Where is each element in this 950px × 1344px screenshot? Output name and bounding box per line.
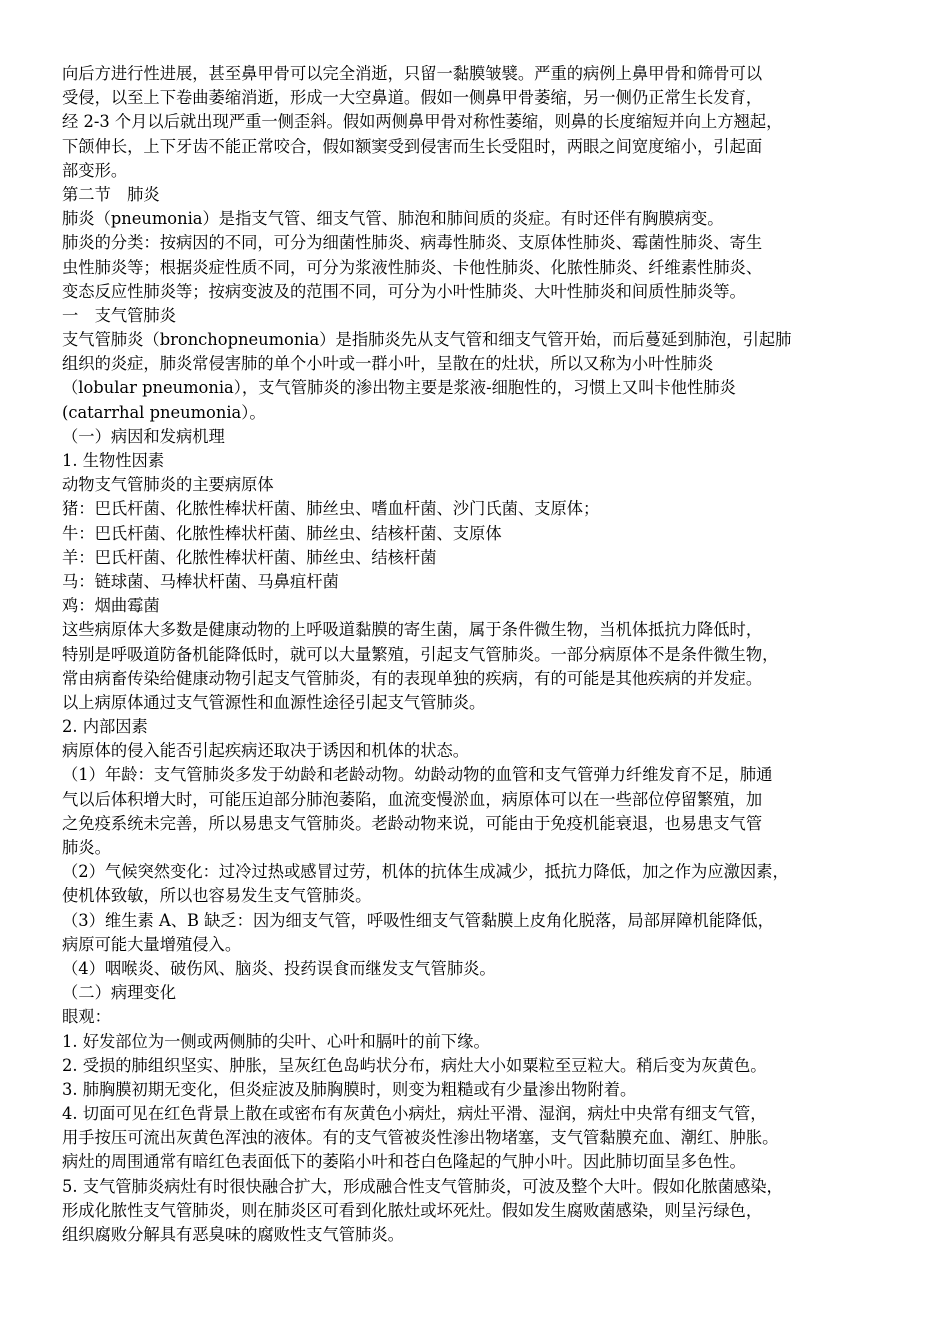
text-line: （1）年龄：支气管肺炎多发于幼龄和老龄动物。幼龄动物的血管和支气管弹力纤维发育不足，肺通 (62, 765, 773, 785)
text-line: 这些病原体大多数是健康动物的上呼吸道黏膜的寄生菌，属于条件微生物，当机体抵抗力降低时， (62, 620, 763, 640)
text-line: 肺炎（pneumonia）是指支气管、细支气管、肺泡和肺间质的炎症。有时还伴有胸膜病变。 (62, 209, 724, 229)
text-line: 用手按压可流出灰黄色浑浊的液体。有的支气管被炎性渗出物堵塞，支气管黏膜充血、潮红、肿胀。 (62, 1128, 779, 1148)
text-line: 虫性肺炎等；根据炎症性质不同，可分为浆液性肺炎、卡他性肺炎、化脓性肺炎、纤维素性肺炎、 (62, 257, 763, 277)
text-line: 1. 生物性因素 (62, 451, 165, 470)
text-line: （二）病理变化 (62, 983, 176, 1003)
text-line: 以上病原体通过支气管源性和血源性途径引起支气管肺炎。 (62, 692, 486, 712)
text-line: 马：链球菌、马棒状杆菌、马鼻疽杆菌 (62, 571, 339, 591)
text-line: 病原体的侵入能否引起疾病还取决于诱因和机体的状态。 (62, 741, 470, 761)
text-line: 之免疫系统未完善，所以易患支气管肺炎。老龄动物来说，可能由于免疫机能衰退，也易患支气管 (62, 813, 763, 833)
text-line: 眼观： (62, 1007, 111, 1027)
text-line: 组织腐败分解具有恶臭味的腐败性支气管肺炎。 (62, 1225, 404, 1244)
text-line: 第二节 肺炎 (62, 184, 160, 204)
text-line: 动物支气管肺炎的主要病原体 (62, 475, 274, 495)
text-line: 形成化脓性支气管肺炎，则在肺炎区可看到化脓灶或坏死灶。假如发生腐败菌感染，则呈污绿色， (62, 1200, 763, 1220)
text-line: 鸡：烟曲霉菌 (62, 596, 160, 616)
text-line: 1. 好发部位为一侧或两侧肺的尖叶、心叶和膈叶的前下缘。 (62, 1031, 490, 1051)
text-line: （一）病因和发病机理 (62, 426, 225, 446)
text-line: 猪：巴氏杆菌、化脓性棒状杆菌、肺丝虫、嗜血杆菌、沙门氏菌、支原体； (62, 499, 600, 519)
text-line: 变态反应性肺炎等；按病变波及的范围不同，可分为小叶性肺炎、大叶性肺炎和间质性肺炎等。 (62, 281, 746, 301)
text-line: 2. 受损的肺组织坚实、肿胀，呈灰红色岛屿状分布，病灶大小如粟粒至豆粒大。稍后变为灰黄色。 (62, 1055, 767, 1075)
text-line: （4）咽喉炎、破伤风、脑炎、投药误食而继发支气管肺炎。 (62, 958, 496, 978)
text-line: 受侵，以至上下卷曲萎缩消逝，形成一大空鼻道。假如一侧鼻甲骨萎缩，另一侧仍正常生长发育， (62, 88, 763, 108)
text-line: 组织的炎症，肺炎常侵害肺的单个小叶或一群小叶，呈散在的灶状，所以又称为小叶性肺炎 (62, 354, 714, 374)
text-line: 羊：巴氏杆菌、化脓性棒状杆菌、肺丝虫、结核杆菌 (62, 547, 437, 567)
text-line: 2. 内部因素 (62, 717, 148, 737)
text-line: 下颌伸长，上下牙齿不能正常咬合，假如额窦受到侵害而生长受阻时，两眼之间宽度缩小，引起面 (62, 136, 763, 156)
text-line: 气以后体积增大时，可能压迫部分肺泡萎陷，血流变慢淤血，病原体可以在一些部位停留繁殖，加 (62, 789, 763, 809)
text-line: 支气管肺炎（bronchopneumonia）是指肺炎先从支气管和细支气管开始，而后蔓延到肺泡，引起肺 (62, 330, 792, 350)
text-line: （2）气候突然变化：过冷过热或感冒过劳，机体的抗体生成减少，抵抗力降低，加之作为应激因素， (62, 862, 789, 882)
text-line: 常由病畜传染给健康动物引起支气管肺炎，有的表现单独的疾病，有的可能是其他疾病的并发症。 (62, 668, 763, 688)
text-line: 牛：巴氏杆菌、化脓性棒状杆菌、肺丝虫、结核杆菌、支原体 (62, 523, 502, 543)
text-line: （3）维生素 A、B 缺乏：因为细支气管，呼吸性细支气管黏膜上皮角化脱落，局部屏障机能降低， (62, 910, 774, 930)
text-line: 3. 肺胸膜初期无变化，但炎症波及肺胸膜时，则变为粗糙或有少量渗出物附着。 (62, 1079, 637, 1099)
text-line: 肺炎的分类：按病因的不同，可分为细菌性肺炎、病毒性肺炎、支原体性肺炎、霉菌性肺炎、寄生 (62, 233, 763, 253)
text-line: 向后方进行性进展，甚至鼻甲骨可以完全消逝，只留一黏膜皱襞。严重的病例上鼻甲骨和筛骨可以 (62, 64, 763, 83)
text-line: 经 2-3 个月以后就出现严重一侧歪斜。假如两侧鼻甲骨对称性萎缩，则鼻的长度缩短并向上方翘起， (62, 112, 783, 132)
text-line: 部变形。 (62, 160, 128, 180)
text-line: 5. 支气管肺炎病灶有时很快融合扩大，形成融合性支气管肺炎，可波及整个大叶。假如化脓菌感染， (62, 1176, 783, 1196)
text-line: 病原可能大量增殖侵入。 (62, 934, 242, 954)
text-line: 肺炎。 (62, 838, 111, 857)
text-line: （lobular pneumonia），支气管肺炎的渗出物主要是浆液-细胞性的，习惯上又叫卡他性肺炎 (62, 378, 736, 398)
text-line: 使机体致敏，所以也容易发生支气管肺炎。 (62, 886, 372, 906)
text-line: 一 支气管肺炎 (62, 305, 176, 325)
text-line: 病灶的周围通常有暗红色表面低下的萎陷小叶和苍白色隆起的气肿小叶。因此肺切面呈多色性。 (62, 1152, 746, 1172)
document-page (62, 62, 888, 1247)
text-line: 4. 切面可见在红色背景上散在或密布有灰黄色小病灶，病灶平滑、湿润，病灶中央常有细支气管， (62, 1104, 767, 1124)
text-line: (catarrhal pneumonia）。 (62, 402, 266, 422)
text-line: 特别是呼吸道防备机能降低时，就可以大量繁殖，引起支气管肺炎。一部分病原体不是条件微生物， (62, 644, 779, 664)
